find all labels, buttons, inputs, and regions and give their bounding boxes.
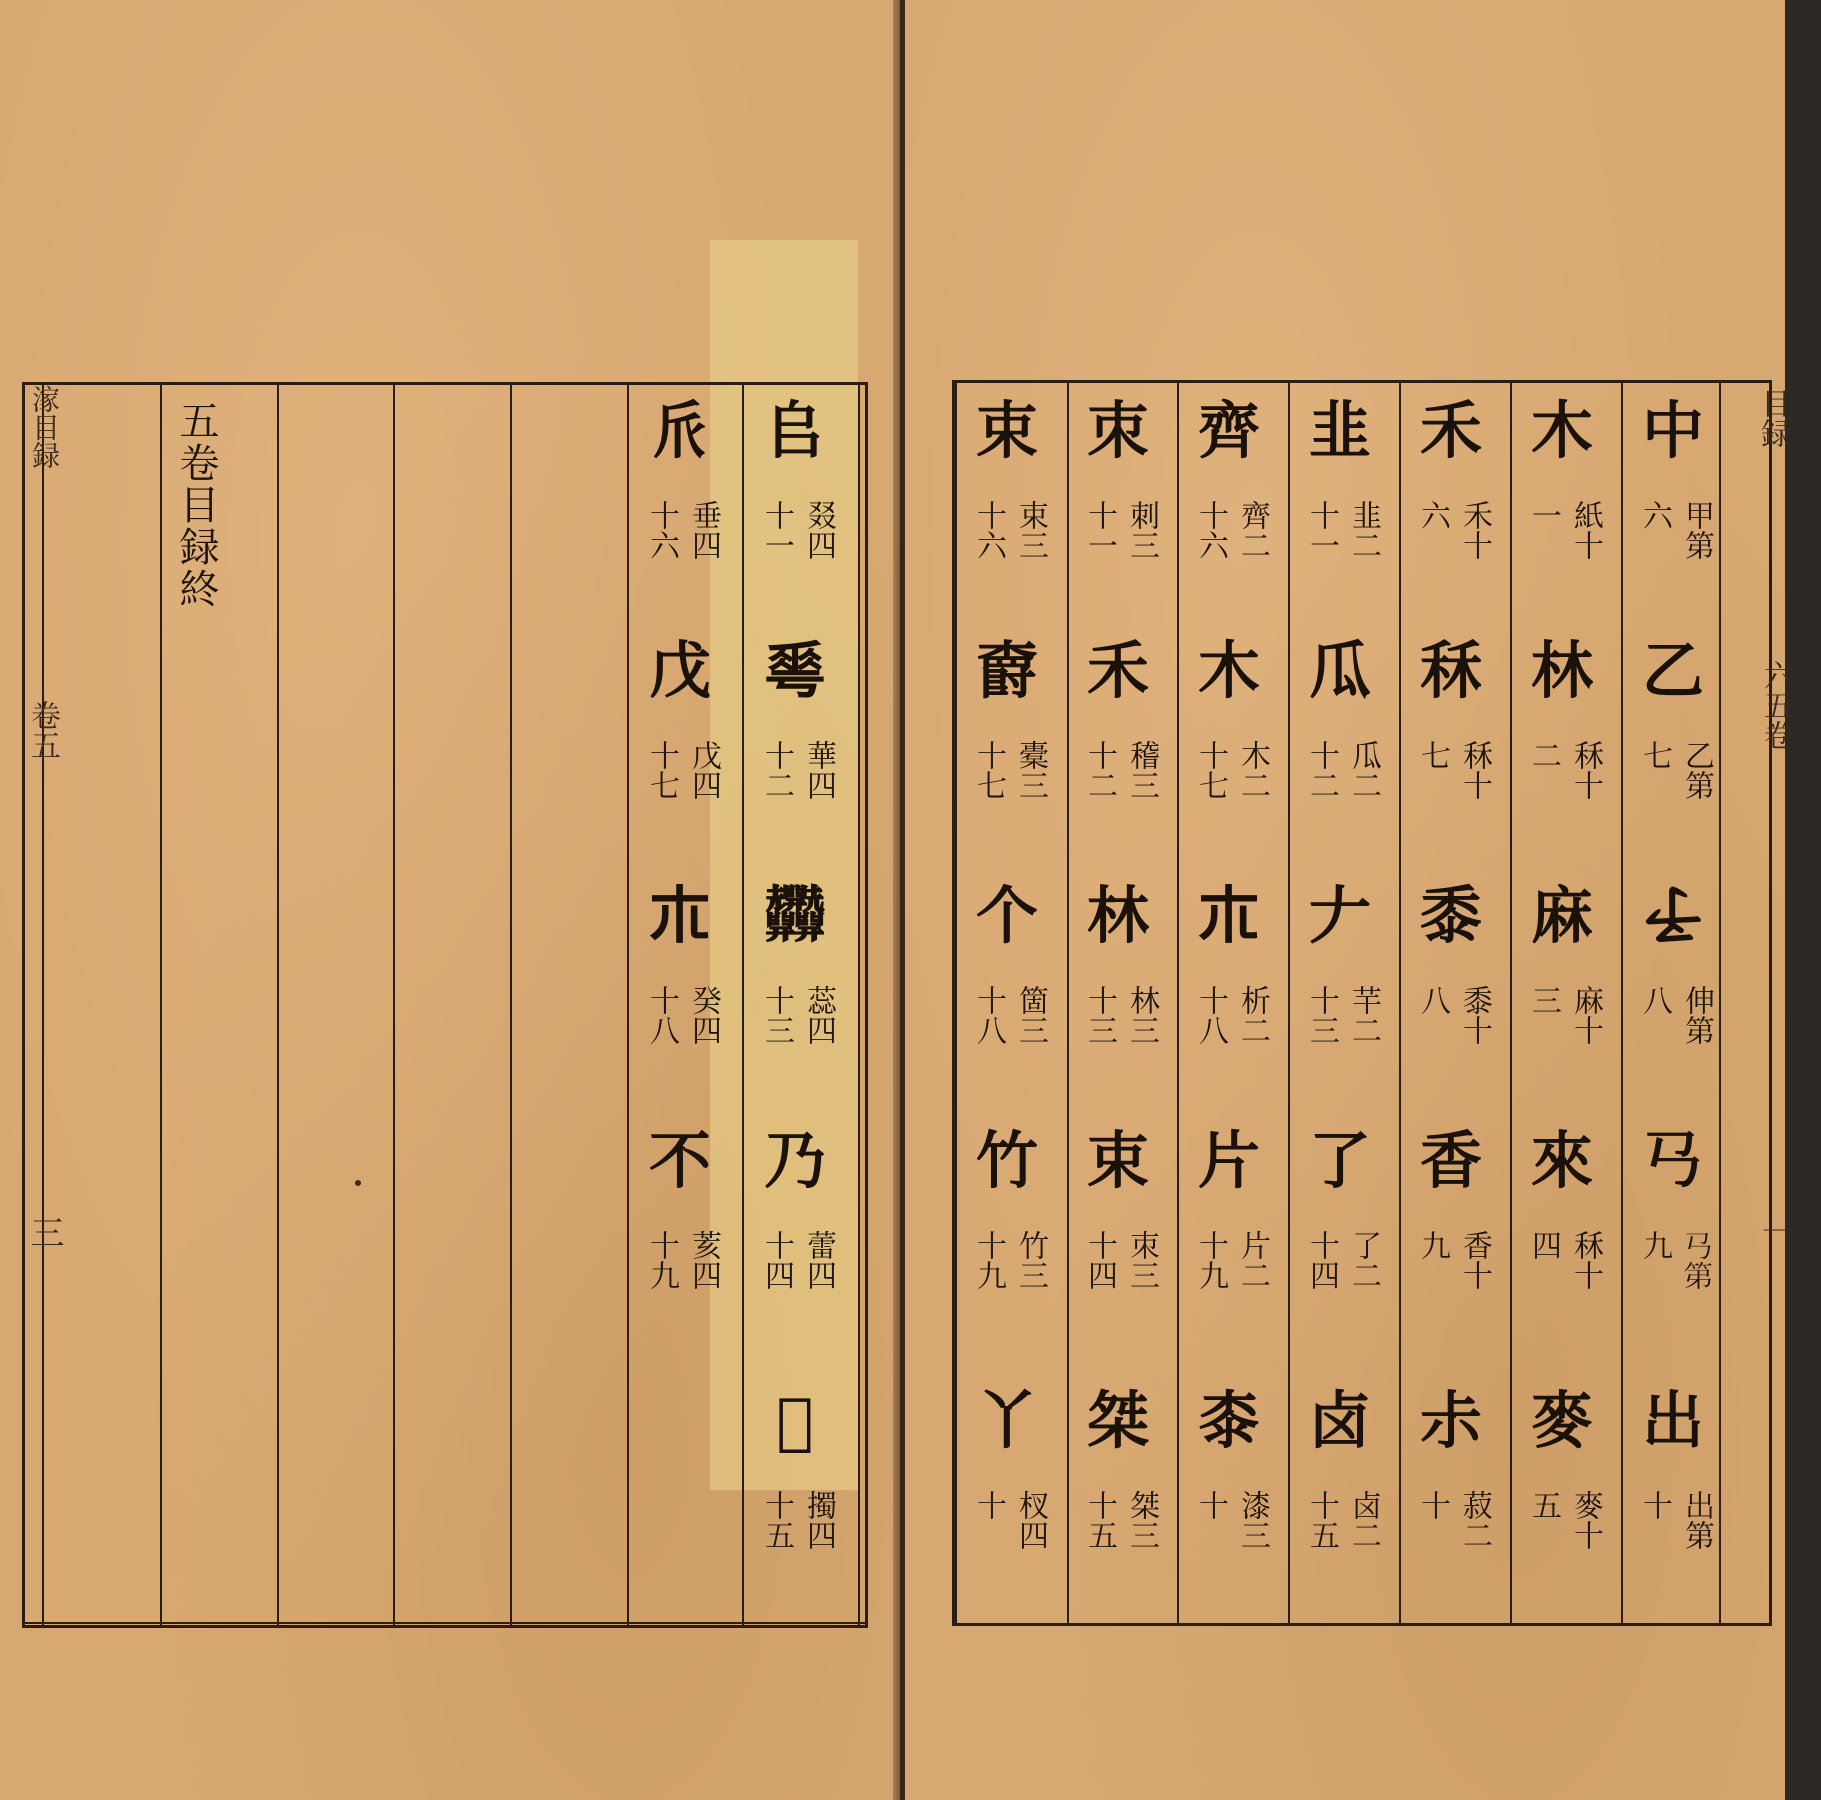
left-page [0,0,900,1800]
column-rule [277,385,279,1625]
entry-label: 瓜二 [1346,740,1381,800]
seal-character: 𠂢 [648,394,711,467]
ink-speck [355,1180,361,1186]
seal-character: 中 [1641,394,1704,467]
entry-number: 十七 [971,740,1006,800]
seal-character: 麻 [1530,879,1593,952]
seal-character: 香 [1419,1124,1482,1197]
seal-character: 片 [1197,1124,1260,1197]
column-rule [742,385,744,1625]
entry-label: 擉四 [801,1490,836,1550]
entry-number: 十三 [1082,985,1117,1045]
entry-number: 六 [1637,500,1672,530]
seal-character: 木 [1530,394,1593,467]
seal-character: 𣝣 [975,634,1038,707]
entry-number: 十 [971,1490,1006,1520]
seal-character: 出 [1641,1384,1704,1457]
seal-character: 𣎳 [648,879,711,952]
entry-label: 芉二 [1346,985,1381,1045]
entry-number: 九 [1415,1230,1450,1260]
seal-character: 齊 [1197,394,1260,467]
entry-label: 蕊四 [801,985,836,1045]
entry-label: 秝十 [1568,1230,1603,1290]
entry-number: 十一 [1082,500,1117,560]
entry-number: 十二 [1082,740,1117,800]
entry-label: 癸四 [686,985,721,1045]
entry-label: 甲第 [1679,500,1714,560]
entry-number: 五 [1526,1490,1561,1520]
left-margin-title: 𣺊目録 [28,385,61,469]
entry-number: 十一 [1304,500,1339,560]
entry-label: 刺三 [1124,500,1159,560]
entry-label: 橐三 [1013,740,1048,800]
entry-number: 十八 [971,985,1006,1045]
entry-label: 荄四 [686,1230,721,1290]
entry-label: 乙第 [1679,740,1714,800]
entry-number: 十四 [1082,1230,1117,1290]
entry-label: 杈四 [1013,1490,1048,1550]
column-rule [1399,383,1401,1623]
seal-character: 林 [1086,879,1149,952]
seal-character: 瓜 [1308,634,1371,707]
entry-label: 竹三 [1013,1230,1048,1290]
entry-label: 叕四 [801,500,836,560]
entry-label: 黍十 [1457,985,1492,1045]
seal-character: 乃 [763,1124,826,1197]
entry-label: 菽二 [1457,1490,1492,1550]
entry-label: 稽三 [1124,740,1159,800]
seal-character: 桼 [1197,1384,1260,1457]
seal-character: 𠂤 [763,394,826,467]
entry-number: 十五 [1304,1490,1339,1550]
entry-number: 十四 [1304,1230,1339,1290]
entry-label: 出第 [1679,1490,1714,1550]
entry-label: 麥十 [1568,1490,1603,1550]
entry-number: 十九 [644,1230,679,1290]
entry-number: 十 [1415,1490,1450,1520]
entry-number: 三 [1526,985,1561,1015]
column-rule [1067,383,1069,1623]
entry-label: 𢎘第 [1679,1230,1714,1290]
seal-character: 竹 [975,1124,1038,1197]
right-margin-page-number: 一 [1757,1215,1795,1247]
column-rule [1177,383,1179,1623]
column-rule [42,385,44,1625]
entry-number: 十七 [644,740,679,800]
entry-label: 禾十 [1457,500,1492,560]
seal-character: 禾 [1419,394,1482,467]
seal-character: 朿 [1086,394,1149,467]
entry-number: 十二 [759,740,794,800]
entry-number: 六 [1415,500,1450,530]
column-rule [160,385,162,1625]
entry-number: 七 [1415,740,1450,770]
left-margin-page-number: 三 [24,1215,64,1249]
right-margin-volume: 六五卷 [1758,660,1793,750]
volume-end-note: 五卷目録終 [173,400,219,610]
entry-label: 木二 [1235,740,1270,800]
entry-number: 十六 [1193,500,1228,560]
entry-number: 八 [1637,985,1672,1015]
seal-character: 𢎘 [1641,1124,1704,1197]
entry-number: 十六 [971,500,1006,560]
seal-character: 麥 [1530,1384,1593,1457]
seal-character: 桀 [1086,1384,1149,1457]
column-rule [1621,383,1623,1623]
entry-label: 麻十 [1568,985,1603,1045]
column-rule [955,383,957,1623]
seal-character: 𠂇 [1308,879,1371,952]
entry-number: 一 [1526,500,1561,530]
seal-character: 丫 [975,1384,1038,1457]
column-rule [393,385,395,1625]
left-margin-volume: 卷五 [25,700,60,760]
seal-character: 乙 [1641,634,1704,707]
entry-number: 十七 [1193,740,1228,800]
right-page [905,0,1795,1800]
column-rule [1510,383,1512,1623]
seal-character: 𠌶 [763,634,826,707]
entry-number: 十 [1193,1490,1228,1520]
entry-label: 了二 [1346,1230,1381,1290]
seal-character: 林 [1530,634,1593,707]
entry-label: 箇三 [1013,985,1048,1045]
entry-number: 十一 [759,500,794,560]
seal-character: 𠄔 [1641,879,1704,952]
right-margin-title: 目録 [1755,388,1790,448]
entry-label: 蕾四 [801,1230,836,1290]
entry-label: 林三 [1124,985,1159,1045]
seal-character: 𦧄 [763,879,826,952]
column-rule [510,385,512,1625]
entry-label: 析二 [1235,985,1270,1045]
entry-label: 桀三 [1124,1490,1159,1550]
seal-character: 禾 [1086,634,1149,707]
entry-label: 韭二 [1346,500,1381,560]
entry-number: 十八 [644,985,679,1045]
entry-number: 九 [1637,1230,1672,1260]
entry-number: 十九 [971,1230,1006,1290]
entry-label: 紙十 [1568,500,1603,560]
entry-number: 十三 [1304,985,1339,1045]
entry-label: 華四 [801,740,836,800]
entry-number: 七 [1637,740,1672,770]
entry-label: 束三 [1013,500,1048,560]
seal-character: 𠦟 [776,1384,814,1457]
seal-character: 秝 [1419,634,1482,707]
seal-character: 了 [1308,1124,1371,1197]
column-rule [1719,383,1721,1623]
entry-number: 十 [1637,1490,1672,1520]
seal-character: 束 [1086,1124,1149,1197]
entry-number: 十九 [1193,1230,1228,1290]
entry-number: 十四 [759,1230,794,1290]
entry-number: 十五 [1082,1490,1117,1550]
seal-character: 韭 [1308,394,1371,467]
column-rule [627,385,629,1625]
entry-label: 漆三 [1235,1490,1270,1550]
entry-number: 十三 [759,985,794,1045]
seal-character: 戊 [648,634,711,707]
seal-character: 个 [975,879,1038,952]
entry-label: 朿三 [1124,1230,1159,1290]
seal-character: 木 [1197,634,1260,707]
seal-character: 𣎳 [1197,879,1260,952]
entry-number: 二 [1526,740,1561,770]
entry-label: 戊四 [686,740,721,800]
entry-number: 十六 [644,500,679,560]
column-rule [1288,383,1290,1623]
entry-label: 伸第 [1679,985,1714,1045]
seal-character: 卤 [1308,1384,1371,1457]
entry-label: 秝十 [1457,740,1492,800]
seal-character: 來 [1530,1124,1593,1197]
entry-number: 八 [1415,985,1450,1015]
entry-label: 香十 [1457,1230,1492,1290]
seal-character: 束 [975,394,1038,467]
entry-number: 十五 [759,1490,794,1550]
seal-character: 不 [648,1124,711,1197]
seal-character: 黍 [1419,879,1482,952]
entry-label: 齊二 [1235,500,1270,560]
entry-label: 卤二 [1346,1490,1381,1550]
column-rule [858,385,860,1625]
entry-number: 十八 [1193,985,1228,1045]
entry-label: 片二 [1235,1230,1270,1290]
entry-number: 十二 [1304,740,1339,800]
entry-label: 垂四 [686,500,721,560]
entry-label: 秝十 [1568,740,1603,800]
entry-number: 四 [1526,1230,1561,1260]
seal-character: 尗 [1419,1384,1482,1457]
